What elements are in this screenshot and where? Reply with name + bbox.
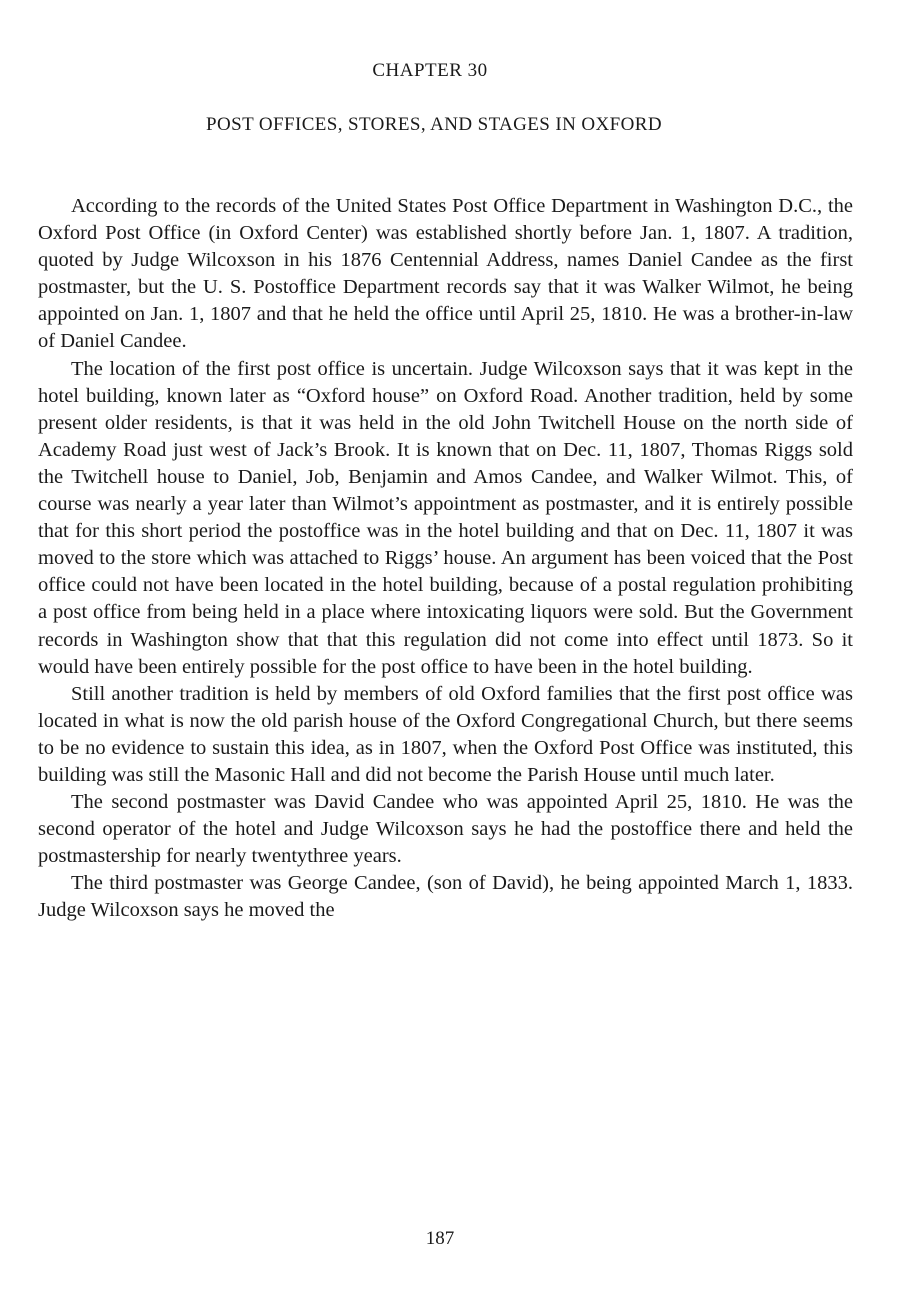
chapter-title: CHAPTER 30: [372, 60, 488, 81]
chapter-subtitle: POST OFFICES, STORES, AND STAGES IN OXFORD: [206, 114, 662, 135]
paragraph: The third postmaster was George Candee, (son of David), he being appointed March 1, 1833. Judge Wilcoxson says he moved the: [38, 872, 853, 922]
paragraph: According to the records of the United States Post Office Department in Washington D.C., the Oxford Post Office (in Oxford Center) was established shortly before Jan. 1, 1807. A tradition, quoted by Judge Wilcoxson in his 1876 Centennial Address, names Daniel Candee as the first postmaster, but the U. S. Postoffice Department records say that it was Walker Wilmot, he being appointed on Jan. 1, 1807 and that he held the office until April 25, 1810. He was a brother-in-law of Daniel Candee.: [38, 195, 853, 353]
body-text: [38, 193, 853, 925]
page-number: 187: [425, 1228, 455, 1249]
paragraph: The second postmaster was David Candee who was appointed April 25, 1810. He was the second operator of the hotel and Judge Wilcoxson says he had the postoffice there and held the postmastership for nearly twentythree years.: [38, 791, 853, 868]
paragraph: The location of the first post office is uncertain. Judge Wilcoxson says that it was kept in the hotel building, known later as “Oxford house” on Oxford Road. Another tradition, held by some present older residents, is that it was held in the old John Twitchell House on the north side of Academy Road just west of Jack’s Brook. It is known that on Dec. 11, 1807, Thomas Riggs sold the Twitchell house to Daniel, Job, Benjamin and Amos Candee, and Walker Wilmot. This, of course was nearly a year later than Wilmot’s appointment as postmaster, and it is entirely possible that for this short period the postoffice was in the hotel building and that on Dec. 11, 1807 it was moved to the store which was attached to Riggs’ house. An argument has been voiced that the Post office could not have been located in the hotel building, because of a postal regulation prohibiting a post office from being held in a place where intoxicating liquors were sold. But the Government records in Washington show that that this regulation did not come into effect until 1873. So it would have been entirely possible for the post office to have been in the hotel building.: [38, 357, 853, 678]
paragraph: Still another tradition is held by members of old Oxford families that the first post office was located in what is now the old parish house of the Oxford Congregational Church, but there seems to be no evidence to sustain this idea, as in 1807, when the Oxford Post Office was instituted, this building was still the Masonic Hall and did not become the Parish House until much later.: [38, 682, 853, 786]
